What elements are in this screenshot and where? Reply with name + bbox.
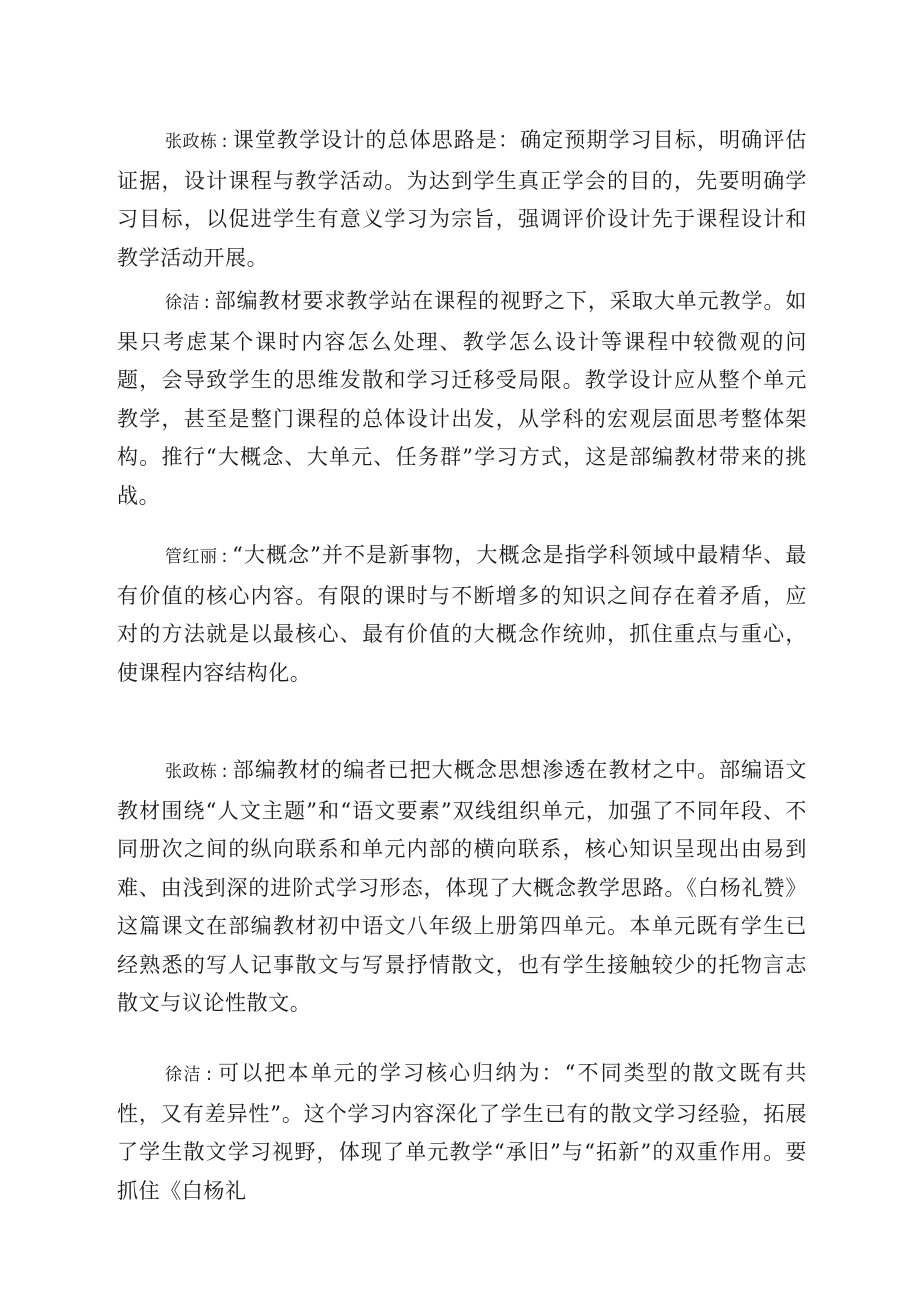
paragraph-text: 可以把本单元的学习核心归纳为：“不同类型的散文既有共性，又有差异性”。这个学习内容深化了学生已有的散文学习经验，拓展了学生散文学习视野，体现了单元教学“承旧”与“拓新”的双重作用。要抓住《白杨礼	[117, 1061, 807, 1203]
speaker-name: 张政栋	[165, 132, 218, 152]
dialogue-paragraph	[117, 536, 807, 692]
speaker-name: 徐洁	[165, 1065, 202, 1085]
speaker-name: 管红丽	[165, 547, 218, 567]
speaker-separator: :	[206, 1064, 213, 1085]
paragraph-text: 部编教材的编者已把大概念思想渗透在教材之中。部编语文教材围绕“人文主题”和“语文要素”双线组织单元，加强了不同年段、不同册次之间的纵向联系和单元内部的横向联系，核心知识呈现出由易到难、由浅到深的进阶式学习形态，体现了大概念教学思路。《白杨礼赞》这篇课文在部编教材初中语文八年级上册第四单元。本单元既有学生已经熟悉的写人记事散文与写景抒情散文，也有学生接触较少的托物言志散文与议论性散文。	[117, 758, 807, 1015]
speaker-separator: :	[221, 131, 229, 152]
speaker-name: 徐洁	[165, 293, 200, 313]
speaker-separator: :	[203, 292, 211, 313]
speaker-separator: :	[221, 546, 229, 567]
paragraph-text: 课堂教学设计的总体思路是：确定预期学习目标，明确评估证据，设计课程与教学活动。为达到学生真正学会的目的，先要明确学习目标，以促进学生有意义学习为宗旨，强调评价设计先于课程设计和教学活动开展。	[117, 128, 807, 270]
dialogue-paragraph	[117, 1054, 807, 1210]
dialogue-paragraph	[117, 751, 807, 1023]
paragraph-text: “大概念”并不是新事物，大概念是指学科领域中最精华、最有价值的核心内容。有限的课时与不断增多的知识之间存在着矛盾，应对的方法就是以最核心、最有价值的大概念作统帅，抓住重点与重心，使课程内容结构化。	[117, 543, 808, 685]
paragraph-text: 部编教材要求教学站在课程的视野之下，采取大单元教学。如果只考虑某个课时内容怎么处理、教学怎么设计等课程中较微观的问题，会导致学生的思维发散和学习迁移受局限。教学设计应从整个单元教学，甚至是整门课程的总体设计出发，从学科的宏观层面思考整体架构。推行“大概念、大单元、任务群”学习方式，这是部编教材带来的挑战。	[117, 289, 807, 508]
speaker-separator: :	[221, 761, 229, 782]
dialogue-paragraph	[117, 121, 807, 277]
speaker-name: 张政栋	[165, 762, 218, 782]
dialogue-paragraph	[117, 282, 807, 515]
